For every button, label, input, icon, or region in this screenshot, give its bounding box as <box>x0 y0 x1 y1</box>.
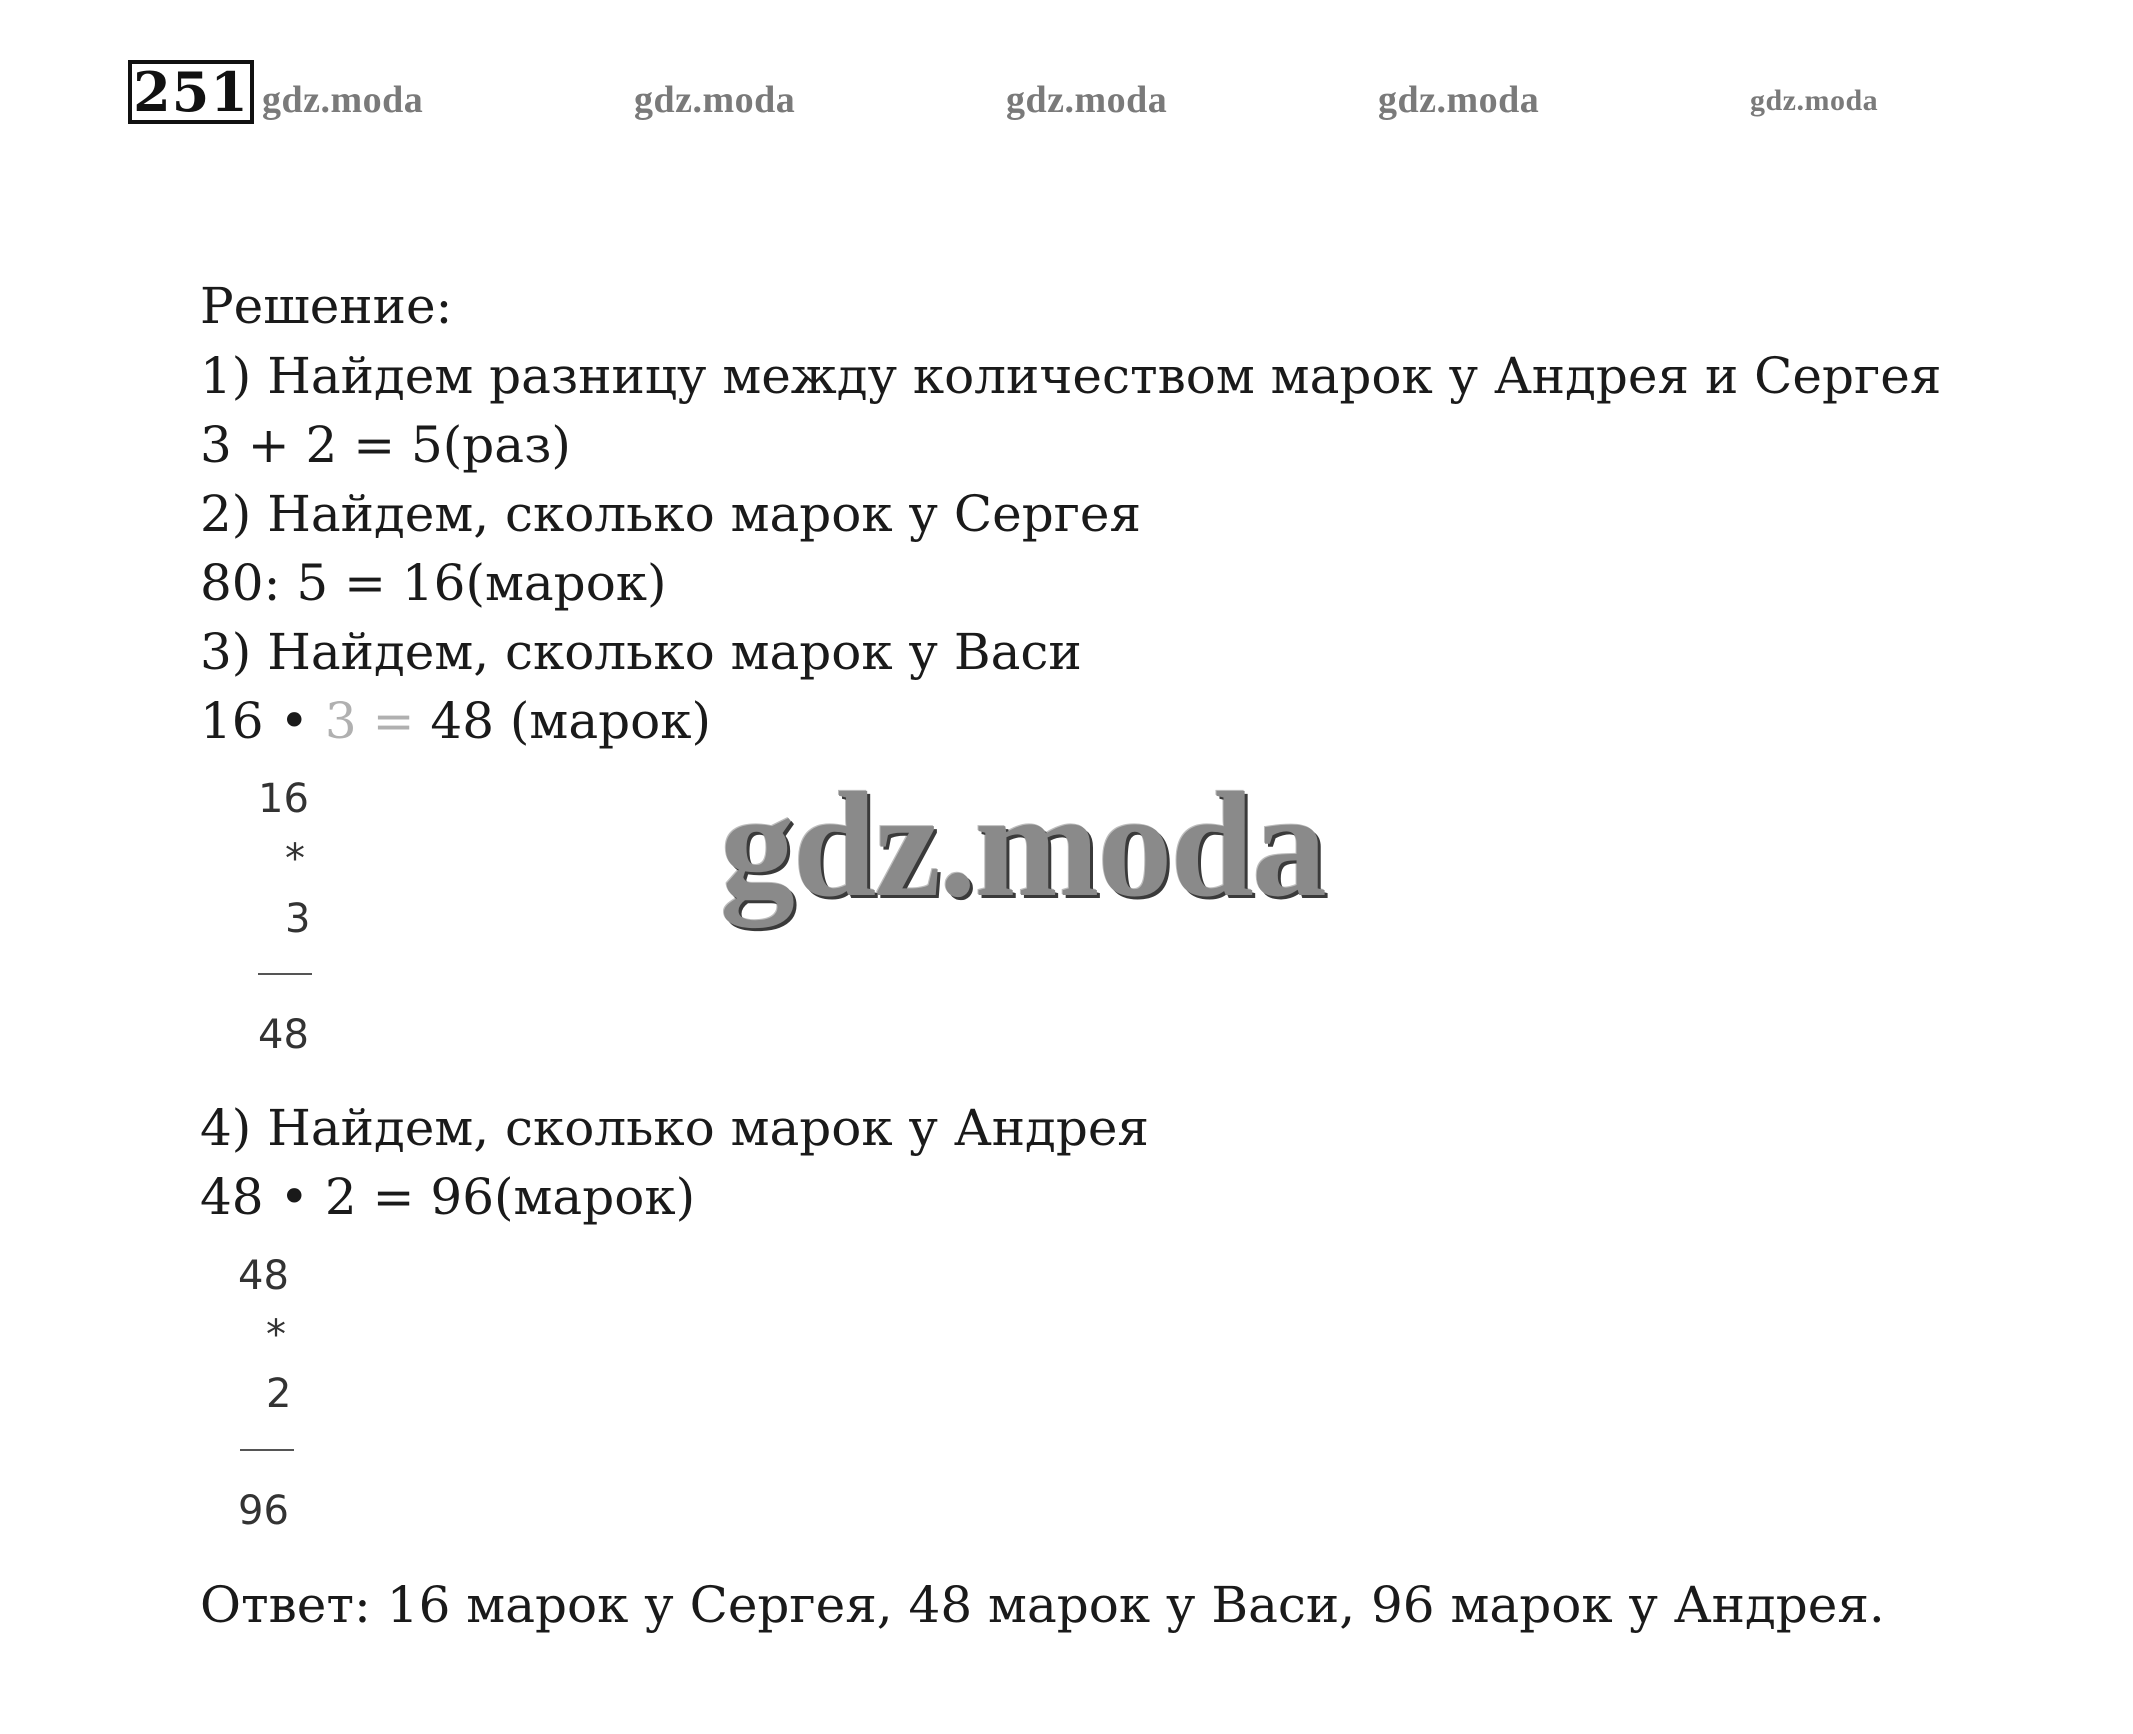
step3-calc <box>200 691 711 751</box>
column-mult-2-bottom: 2 <box>266 1371 292 1417</box>
step3-title: 3) Найдем, сколько марок у Васи <box>200 623 1082 681</box>
watermark-text: gdz.moda <box>1006 79 1168 121</box>
step2-title: 2) Найдем, сколько марок у Сергея <box>200 485 1142 543</box>
problem-number-box: 251 <box>128 60 254 124</box>
step2-calc: 80: 5 = 16(марок) <box>200 554 667 612</box>
watermark-text: gdz.moda <box>1378 79 1540 121</box>
column-mult-1-bottom: 3 <box>285 896 311 942</box>
column-mult-1-top: 16 <box>258 776 309 822</box>
column-mult-1-result: 48 <box>258 1012 309 1058</box>
step3-calc-left: 16 • <box>200 692 325 750</box>
answer-line: Ответ: 16 марок у Сергея, 48 марок у Васи, 96 марок у Андрея. <box>200 1576 1885 1634</box>
step1-calc: 3 + 2 = 5(раз) <box>200 416 571 474</box>
watermark-text: gdz.moda <box>634 79 796 121</box>
column-mult-1-bar <box>258 973 312 975</box>
column-mult-2-op: * <box>266 1312 286 1358</box>
watermark-text: gdz.moda <box>1750 84 1879 117</box>
column-mult-2-top: 48 <box>238 1253 289 1299</box>
column-mult-1-op: * <box>285 836 305 882</box>
column-mult-2-result: 96 <box>238 1488 289 1534</box>
watermark-text: gdz.moda <box>262 79 424 121</box>
column-mult-2-bar <box>240 1449 294 1451</box>
solution-heading: Решение: <box>200 277 453 335</box>
step3-calc-right: 48 (марок) <box>414 692 711 750</box>
step1-title: 1) Найдем разницу между количеством марок у Андрея и Сергея <box>200 347 1942 405</box>
step4-calc: 48 • 2 = 96(марок) <box>200 1168 696 1226</box>
step3-calc-faint: 3 = <box>324 692 415 750</box>
step4-title: 4) Найдем, сколько марок у Андрея <box>200 1099 1149 1157</box>
watermark-large: gdz.moda <box>720 762 1325 928</box>
